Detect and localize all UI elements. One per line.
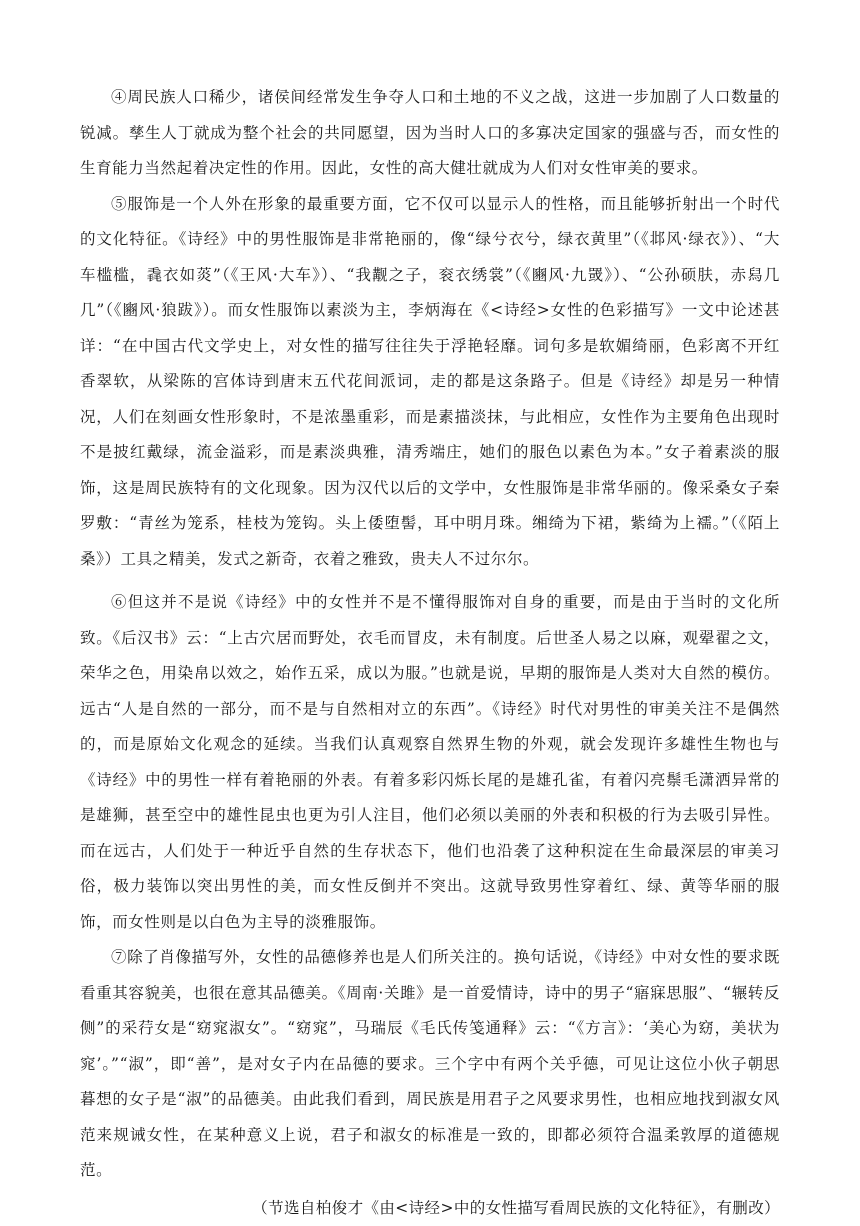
source-citation: （节选自柏俊才《由<诗经>中的女性描写看周民族的文化特征》，有删改） [252,1198,780,1217]
paragraph-6: ⑥但这并不是说《诗经》中的女性并不是不懂得服饰对自身的重要，而是由于当时的文化所致。《后汉书》云：“上古穴居而野处，衣毛而冒皮，未有制度。后世圣人易之以麻，观翚翟之文，荣华之色，用染帛以效之，始作五采，成以为服。”也就是说，早期的服饰是人类对大自然的模仿。远古“人是自然的一部分，而不是与自然相对立的东西”。《诗经》时代对男性的审美关注不是偶然的，而是原始文化观念的延续。当我们认真观察自然界生物的外观，就会发现许多雄性生物也与《诗经》中的男性一样有着艳丽的外表。有着多彩闪烁长尾的是雄孔雀，有着闪亮鬃毛潇洒异常的是雄狮，甚至空中的雄性昆虫也更为引人注目，他们必须以美丽的外表和积极的行为去吸引异性。而在远古，人们处于一种近乎自然的生存状态下，他们也沿袭了这种积淀在生命最深层的审美习俗，极力装饰以突出男性的美，而女性反倒并不突出。这就导致男性穿着红、绿、黄等华丽的服饰，而女性则是以白色为主导的淡雅服饰。 [80,593,780,931]
paragraph-7: ⑦除了肖像描写外，女性的品德修养也是人们所关注的。换句话说，《诗经》中对女性的要求既看重其容貌美，也很在意其品德美。《周南·关雎》是一首爱情诗，诗中的男子“寤寐思服”、“辗转反侧”的采荇女是“窈窕淑女”。“窈窕”，马瑞辰《毛氏传笺通释》云：“《方言》：‘美心为窈，美状为窕’。”“淑”，即“善”，是对女子内在品德的要求。三个字中有两个关乎德，可见让这位小伙子朝思暮想的女子是“淑”的品德美。由此我们看到，周民族是用君子之风要求男性，也相应地找到淑女风范来规诫女性，在某种意义上说，君子和淑女的标准是一致的，即都必须符合温柔敦厚的道德规范。 [80,948,780,1179]
article-body [80,80,780,1226]
paragraph-5: ⑤服饰是一个人外在形象的最重要方面，它不仅可以显示人的性格，而且能够折射出一个时代的文化特征。《诗经》中的男性服饰是非常艳丽的，像“绿兮衣兮，绿衣黄里”（《邶风·绿衣》）、“大车槛槛，毳衣如菼”（《王风·大车》）、“我觏之子，衮衣绣裳”（《豳风·九罭》）、“公孙硕肤，赤舄几几”（《豳风·狼跋》）。而女性服饰以素淡为主，李炳海在《<诗经>女性的色彩描写》一文中论述甚详：“在中国古代文学史上，对女性的描写往往失于浮艳轻靡。词句多是软媚绮丽，色彩离不开红香翠软，从梁陈的宫体诗到唐末五代花间派词，走的都是这条路子。但是《诗经》却是另一种情况，人们在刻画女性形象时，不是浓墨重彩，而是素描淡抹，与此相应，女性作为主要角色出现时不是披红戴绿，流金溢彩，而是素淡典雅，清秀端庄，她们的服色以素色为本。”女子着素淡的服饰，这是周民族特有的文化现象。因为汉代以后的文学中，女性服饰是非常华丽的。像采桑女子秦罗敷：“青丝为笼系，桂枝为笼钩。头上倭堕髻，耳中明月珠。缃绮为下裙，紫绮为上襦。”（《陌上桑》）工具之精美，发式之新奇，衣着之雅致，贵夫人不过尔尔。 [80,194,780,568]
paragraph-4: ④周民族人口稀少，诸侯间经常发生争夺人口和土地的不义之战，这进一步加剧了人口数量的锐减。孳生人丁就成为整个社会的共同愿望，因为当时人口的多寡决定国家的强盛与否，而女性的生育能力当然起着决定性的作用。因此，女性的高大健壮就成为人们对女性审美的要求。 [80,88,780,177]
